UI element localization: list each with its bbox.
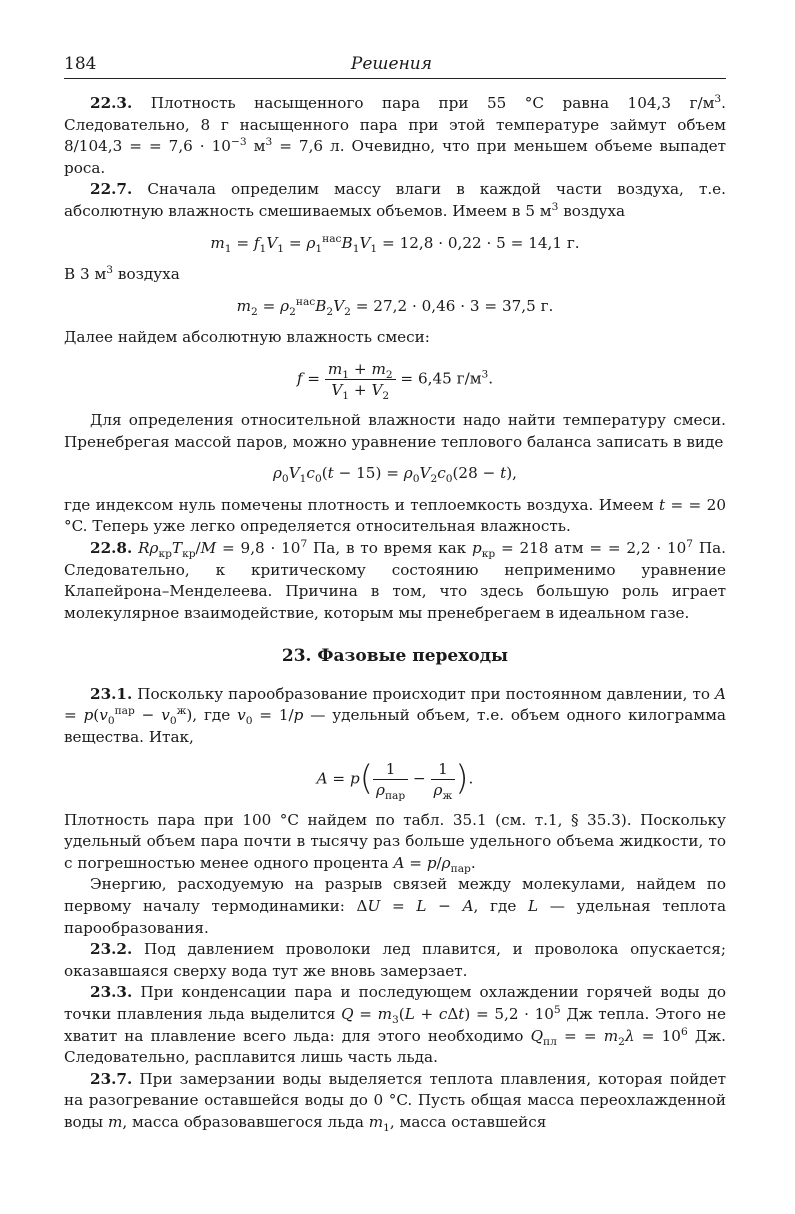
- text-mix: Далее найдем абсолютную влажность смеси:: [64, 328, 430, 347]
- text-temperature: Для определения относительной влажности надо найти температуру смеси. Пренебрегая массой паров, можно уравнение теплового баланса записать в виде: [64, 410, 726, 451]
- solution-22-8: 22.8. $R\rho_{кр}T_{кр}/M = 9,8 \cdot 10^7$ Па, в то время как $p_{кр} = 218$ атм = = $2,2 \cdot 10^7$ Па. Следовательно, к критическому состоянию неприменимо уравнение Клапейрона–Менделеева. Причина в том, что здесь большую роль играет молекулярное взаимодействие, которым мы пренебрегаем в идеальном газе.: [64, 536, 726, 622]
- page-body: [64, 93, 726, 1134]
- text-3m3: В 3 $м^3$ воздуха: [64, 263, 180, 284]
- running-head: [64, 54, 726, 79]
- solution-23-7: 23.7. При замерзании воды выделяется теплота плавления, которая пойдет на разогревание оставшейся воды до 0 °C. Пусть общая масса переохлажденной воды m, масса образовавшегося льда $m_1$, масса оставшейся: [64, 1069, 726, 1134]
- section-heading: 23. Фазовые переходы: [281, 646, 509, 667]
- solution-23-2: 23.2. Под давлением проволоки лед плавится, и проволока опускается; оказавшаяся сверху вода тут же вновь замерзает.: [64, 940, 726, 980]
- equation-m2: $m_2 = \rho_2^{нас}B_2V_2 = 27,2 \cdot 0,46 \cdot 3 = 37,5$ г.: [236, 294, 554, 318]
- equation-m1: $m_1 = f_1V_1 = \rho_1^{нас}B_1V_1 = 12,8 \cdot 0,22 \cdot 5 = 14,1$ г.: [210, 231, 580, 255]
- page: [64, 54, 726, 1134]
- solution-23-1: 23.1. Поскольку парообразование происходит при постоянном давлении, то $A = p(v_0^{пар} - v_0^ж)$, где $v_0 = 1/p$ — удельный объем, т.е. объем одного килограмма вещества. Итак,: [64, 684, 726, 747]
- equation-heat-balance: $\rho_0V_1c_0(t - 15) = \rho_0V_2c_0(28 - t)$,: [272, 464, 517, 486]
- equation-f: f = $\frac{m_1 + m_2}{V_1 + V_2}$ = 6,45 $г/м^3$.: [296, 359, 494, 402]
- text-energy: Энергию, расходуемую на разрыв связей между молекулами, найдем по первому началу термодинамики: ΔU = L − A, где L — удельная теплота парообразования.: [64, 875, 726, 937]
- text-index: где индексом нуль помечены плотность и теплоемкость воздуха. Имеем t = = 20 °C. Теперь уже легко определяется относительная влажность.: [64, 495, 726, 536]
- text-density: Плотность пара при 100 °C найдем по табл. 35.1 (см. т.1, § 35.3). Поскольку удельный объем пара почти в тысячу раз больше удельного объема жидкости, то с погрешностью менее одного процента $A = p/\rho_{пар}$.: [64, 810, 726, 875]
- running-title: Решения: [350, 54, 432, 74]
- equation-work: A = p( $\frac{1}{\rho_{пар}}$ − $\frac{1}{\rho_ж}$ ).: [316, 758, 474, 802]
- solution-23-3: 23.3. При конденсации пара и последующем охлаждении горячей воды до точки плавления льда выделится $Q = m_3(L + c\Delta t) = 5,2 \cdot 10^5$ Дж тепла. Этого не хватит на плавление всего льда: для этого необходимо $Q_{пл}$ = = $m_2\lambda = 10^6$ Дж. Следовательно, расплавится лишь часть льда.: [64, 983, 726, 1067]
- page-number: 184: [64, 54, 97, 74]
- solution-22-7: 22.7. Сначала определим массу влаги в каждой части воздуха, т.е. абсолютную влажность смешиваемых объемов. Имеем в 5 $м^3$ воздуха: [64, 180, 726, 220]
- solution-22-3: 22.3. Плотность насыщенного пара при 55 °C равна 104,3 $г/м^3$. Следовательно, 8 г насыщенного пара при этой температуре займут объем 8/104,3 = = $7,6 \cdot 10^{-3}$ $м^3 = 7,6$ л. Очевидно, что при меньшем объеме выпадет роса.: [64, 91, 726, 177]
